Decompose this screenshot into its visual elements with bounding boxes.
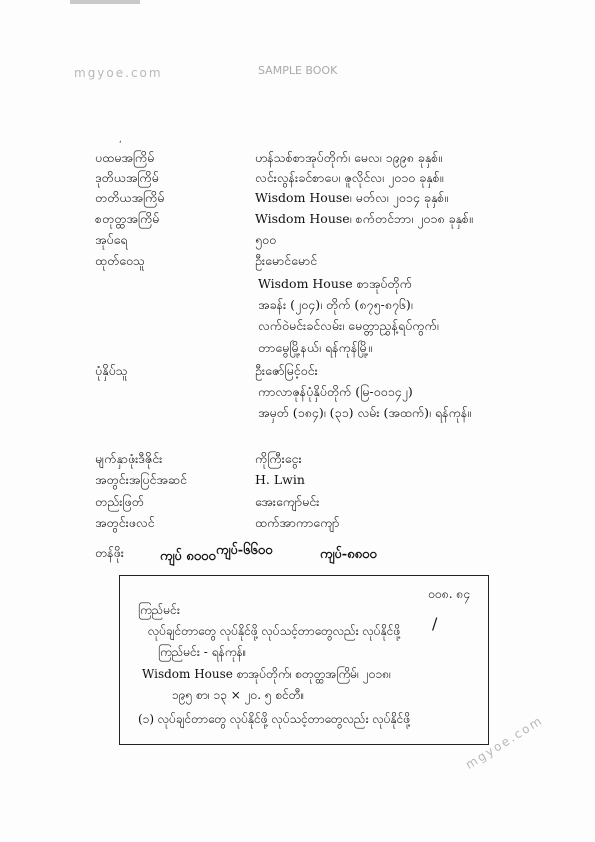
site-watermark: mgyoe.com [74,66,163,80]
cip-dimensions: ၁၉၅ စာ၊ ၁၃ × ၂၀. ၅ စင်တီ။ [172,688,305,702]
site-watermark-diagonal: mgyoe.com [463,713,546,772]
price-row [95,541,515,567]
cip-author-city: ကြည်မင်း - ရန်ကုန်။ [158,645,247,659]
colophon-label: ပထမအကြိမ် [95,150,155,165]
credit-label: အတွင်းဖလင် [95,515,155,530]
credit-value: ထက်အာကာကျော် [255,515,340,530]
tick-mark: ʹ [119,141,122,151]
colophon-label: စတုတ္ထအကြိမ် [95,211,160,226]
colophon-value: ဟန်သစ်စာအုပ်တိုက်၊ မေလ၊ ၁၉၉၈ ခုနှစ်။ [255,150,443,165]
cip-title: လုပ်ချင်တာတွေ လုပ်နိုင်ဖို့ လုပ်သင့်တာတွေလည်း လုပ်နိုင်ဖို့ [148,624,401,638]
credit-row [0,472,595,492]
colophon-value: Wisdom House၊ စက်တင်ဘာ၊ ၂၀၁၈ ခုနှစ်။ [255,211,473,226]
colophon-row [0,150,595,170]
credit-row [0,451,595,471]
publisher-address-line: Wisdom House စာအုပ်တိုက် [258,276,412,291]
credit-row [0,515,595,535]
colophon-value: ၅၀၀ [255,232,277,247]
catalog-in-publication-box [119,575,489,745]
colophon-label: ဒုတိယအကြိမ် [95,170,159,185]
credit-label: တည်းဖြတ် [95,494,144,509]
printer-line: အမှတ် (၁၈၄)၊ (၃၁) လမ်း (အထက်)၊ ရန်ကုန်။ [258,405,472,420]
credit-value: ကိုကြီးငွေး [255,451,302,466]
colophon-value: ဦးမောင်မောင် [255,253,318,268]
price-stamp: ကျပ်-၆၆၀၀ [216,543,273,558]
colophon-label: တတိယအကြိမ် [95,190,165,205]
publisher-address-line: အခန်း (၂၀၄)၊ တိုက် (၈၇၅-၈၇၆)၊ [258,297,413,312]
printer-row [0,363,595,383]
sample-book-watermark: SAMPLE BOOK [258,64,338,77]
colophon-value: Wisdom House၊ မတ်လ၊ ၂၀၁၄ ခုနှစ်။ [255,190,449,205]
printer-name: ဦးဇော်မြင့်ဝင်း [255,363,318,378]
cip-publisher-line: Wisdom House စာအုပ်တိုက်၊ စတုတ္ထအကြိမ်၊ ၂၀၁၈၊ [142,667,391,681]
cip-author: ကြည်မင်း [138,603,180,617]
price-stamp: ကျပ်-၈၈၀၀ [320,547,377,562]
price-label: တန်ဖိုး [95,545,124,560]
colophon-row [0,253,595,273]
printer-line: ကာလာဇုန်ပုံနှိပ်တိုက် (မြ-၀၀၁၄၂) [258,384,413,399]
colophon-row [0,232,595,252]
colophon-row [0,170,595,190]
colophon-row [0,211,595,231]
credit-value: အေးကျော်မင်း [255,494,320,509]
cip-subject: (၁) လုပ်ချင်တာတွေ လုပ်နိုင်ဖို့ လုပ်သင့်တာတွေလည်း လုပ်နိုင်ဖို့ [138,712,411,726]
credit-label: အတွင်းအပြင်အဆင် [95,472,187,487]
publisher-address-line: တာမွေမြို့နယ်၊ ရန်ကုန်မြို့။ [258,340,373,355]
price-stamp: ကျပ် ၈၀၀၀ [160,549,216,564]
colophon-label: အုပ်ရေ [95,232,128,247]
credit-row [0,494,595,514]
cip-title-slash: / [432,614,438,633]
printer-label: ပုံနှိပ်သူ [95,363,128,378]
cip-number: ၀၀၈. ၈၄ [428,587,470,601]
credit-label: မျက်နှာဖုံးဒီဇိုင်း [95,451,163,466]
top-edge-mark [70,0,140,4]
colophon-row [0,190,595,210]
publisher-address-line: လက်ဝဲမင်းခင်လမ်း၊ မေတ္တာညွှန့်ရပ်ကွက်၊ [258,318,439,333]
credit-value: H. Lwin [255,472,305,487]
colophon-label: ထုတ်ဝေသူ [95,253,146,268]
colophon-value: လင်းလွန်းခင်စာပေ၊ ဇူလိုင်လ၊ ၂၀၁၀ ခုနှစ်။ [255,170,444,185]
